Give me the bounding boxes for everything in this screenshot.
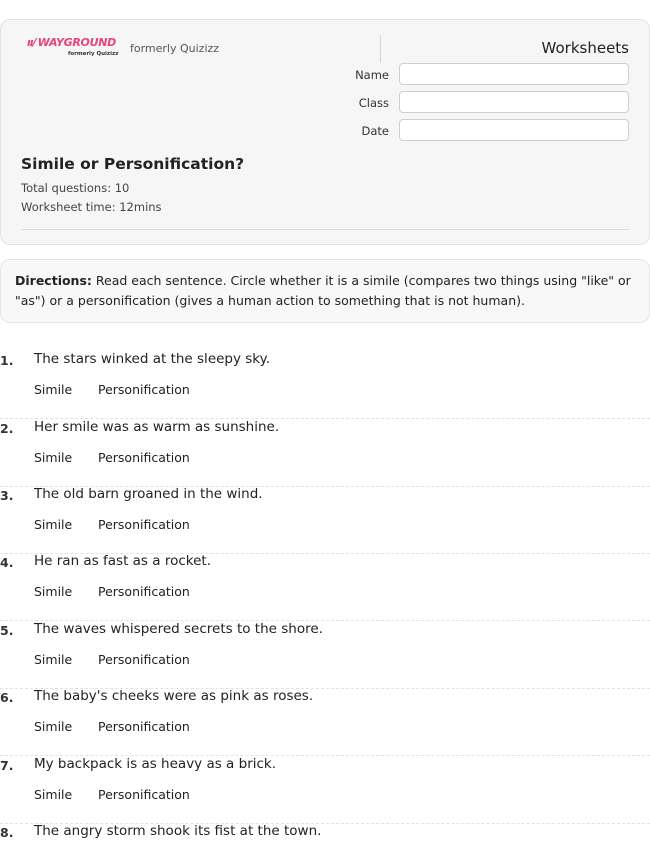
wayground-logo [27, 36, 119, 57]
question-text: The stars winked at the sleepy sky. [34, 351, 270, 367]
option-personification[interactable]: Personification [98, 382, 190, 397]
question-number: 1. [0, 353, 14, 368]
question-number: 4. [0, 555, 14, 570]
question-item [0, 553, 650, 621]
logo-text: WAYGROUND [37, 36, 116, 49]
question-number: 8. [0, 825, 14, 840]
option-simile[interactable]: Simile [34, 719, 73, 734]
worksheets-heading: Worksheets [541, 39, 629, 57]
logo-wordmark [27, 37, 116, 49]
worksheet-time: Worksheet time: 12mins [21, 200, 162, 214]
question-item [0, 486, 650, 554]
header-divider [380, 35, 381, 63]
logo-bars-icon: ıı/ [27, 36, 36, 49]
option-personification[interactable]: Personification [98, 787, 190, 802]
option-simile[interactable]: Simile [34, 450, 73, 465]
question-number: 7. [0, 758, 14, 773]
directions-label: Directions: [15, 273, 92, 288]
option-simile[interactable]: Simile [34, 787, 73, 802]
option-personification[interactable]: Personification [98, 517, 190, 532]
option-simile[interactable]: Simile [34, 584, 73, 599]
formerly-label: formerly Quizizz [130, 42, 220, 55]
name-label: Name [355, 68, 389, 82]
question-item [0, 351, 650, 419]
question-text: My backpack is as heavy as a brick. [34, 756, 277, 772]
question-number: 6. [0, 690, 14, 705]
option-personification[interactable]: Personification [98, 652, 190, 667]
worksheet-title: Simile or Personification? [21, 155, 245, 173]
name-field[interactable] [399, 63, 629, 85]
question-text: The baby's cheeks were as pink as roses. [34, 688, 314, 704]
question-text: The angry storm shook its fist at the town. [34, 823, 322, 839]
question-item [0, 688, 650, 756]
option-personification[interactable]: Personification [98, 719, 190, 734]
question-number: 3. [0, 488, 14, 503]
question-text: The old barn groaned in the wind. [34, 486, 263, 502]
class-label: Class [358, 96, 389, 110]
total-questions: Total questions: 10 [21, 181, 130, 195]
question-item [0, 419, 650, 487]
option-personification[interactable]: Personification [98, 584, 190, 599]
option-simile[interactable]: Simile [34, 652, 73, 667]
header-rule [21, 229, 629, 230]
question-number: 5. [0, 623, 14, 638]
class-field[interactable] [399, 91, 629, 113]
question-text: The waves whispered secrets to the shore. [34, 621, 323, 637]
question-text: He ran as fast as a rocket. [34, 553, 211, 569]
question-item [0, 756, 650, 824]
date-field[interactable] [399, 119, 629, 141]
question-text: Her smile was as warm as sunshine. [34, 419, 280, 435]
question-item [0, 621, 650, 689]
directions-text: Read each sentence. Circle whether it is a simile (compares two things using "like" or "as") or a personification (gives a human action to something that is not human). [15, 273, 631, 308]
question-item [0, 823, 650, 842]
logo-subtext: formerly Quizizz [68, 51, 119, 57]
option-simile[interactable]: Simile [34, 517, 73, 532]
date-label: Date [361, 124, 389, 138]
directions-box [0, 259, 650, 323]
question-number: 2. [0, 421, 14, 436]
option-simile[interactable]: Simile [34, 382, 73, 397]
option-personification[interactable]: Personification [98, 450, 190, 465]
